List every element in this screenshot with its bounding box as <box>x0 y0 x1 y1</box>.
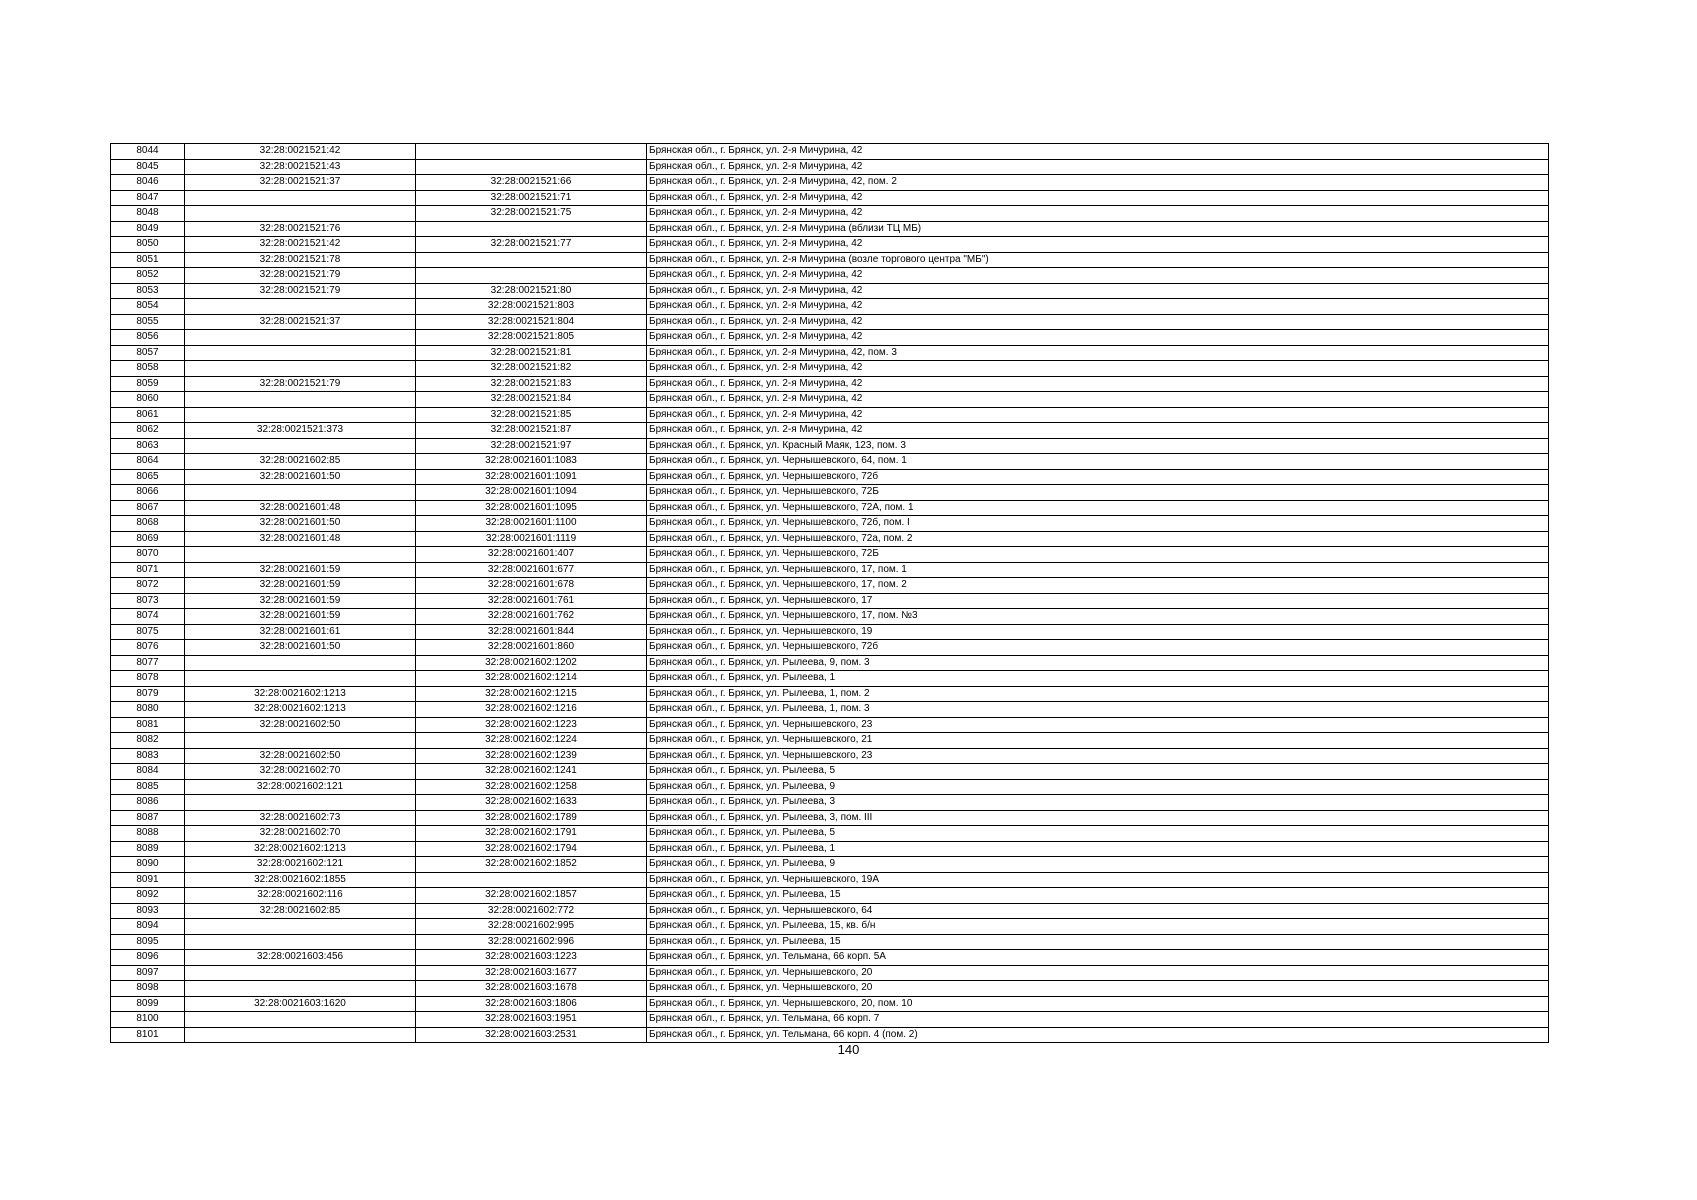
object-cadastral-number-cell: 32:28:0021601:677 <box>416 562 647 578</box>
table-row <box>111 361 1549 377</box>
address-cell: Брянская обл., г. Брянск, ул. Рылеева, 1, пом. 2 <box>647 686 1549 702</box>
table-row <box>111 655 1549 671</box>
address-cell: Брянская обл., г. Брянск, ул. Тельмана, 66 корп. 7 <box>647 1012 1549 1028</box>
row-number-cell: 8047 <box>111 190 185 206</box>
cadastral-number-cell <box>185 934 416 950</box>
object-cadastral-number-cell: 32:28:0021602:1791 <box>416 826 647 842</box>
address-cell: Брянская обл., г. Брянск, ул. 2-я Мичурина (вблизи ТЦ МБ) <box>647 221 1549 237</box>
cadastral-number-cell: 32:28:0021601:59 <box>185 578 416 594</box>
object-cadastral-number-cell <box>416 872 647 888</box>
table-row <box>111 407 1549 423</box>
object-cadastral-number-cell: 32:28:0021602:1202 <box>416 655 647 671</box>
cadastral-number-cell: 32:28:0021602:85 <box>185 454 416 470</box>
table-row <box>111 764 1549 780</box>
address-cell: Брянская обл., г. Брянск, ул. 2-я Мичурина, 42 <box>647 423 1549 439</box>
cadastral-number-cell <box>185 361 416 377</box>
address-cell: Брянская обл., г. Брянск, ул. Чернышевского, 17, пом. 1 <box>647 562 1549 578</box>
address-cell: Брянская обл., г. Брянск, ул. Рылеева, 9 <box>647 857 1549 873</box>
address-cell: Брянская обл., г. Брянск, ул. Рылеева, 5 <box>647 826 1549 842</box>
cadastral-number-cell: 32:28:0021521:78 <box>185 252 416 268</box>
address-cell: Брянская обл., г. Брянск, ул. Чернышевского, 17, пом. №3 <box>647 609 1549 625</box>
row-number-cell: 8064 <box>111 454 185 470</box>
row-number-cell: 8073 <box>111 593 185 609</box>
cadastral-number-cell <box>185 965 416 981</box>
table-row <box>111 314 1549 330</box>
address-cell: Брянская обл., г. Брянск, ул. 2-я Мичурина, 42 <box>647 299 1549 315</box>
object-cadastral-number-cell: 32:28:0021521:82 <box>416 361 647 377</box>
cadastral-number-cell: 32:28:0021602:73 <box>185 810 416 826</box>
cadastral-number-cell: 32:28:0021601:61 <box>185 624 416 640</box>
cadastral-number-cell <box>185 671 416 687</box>
cadastral-number-cell: 32:28:0021601:59 <box>185 609 416 625</box>
row-number-cell: 8053 <box>111 283 185 299</box>
object-cadastral-number-cell: 32:28:0021603:1806 <box>416 996 647 1012</box>
cadastral-number-cell <box>185 407 416 423</box>
object-cadastral-number-cell: 32:28:0021521:80 <box>416 283 647 299</box>
object-cadastral-number-cell: 32:28:0021601:1095 <box>416 500 647 516</box>
row-number-cell: 8080 <box>111 702 185 718</box>
cadastral-number-cell <box>185 1012 416 1028</box>
table-row <box>111 593 1549 609</box>
table-row <box>111 206 1549 222</box>
address-cell: Брянская обл., г. Брянск, ул. 2-я Мичурина, 42 <box>647 190 1549 206</box>
address-cell: Брянская обл., г. Брянск, ул. Чернышевского, 19 <box>647 624 1549 640</box>
object-cadastral-number-cell: 32:28:0021601:678 <box>416 578 647 594</box>
row-number-cell: 8057 <box>111 345 185 361</box>
cadastral-number-cell: 32:28:0021601:50 <box>185 640 416 656</box>
address-cell: Брянская обл., г. Брянск, ул. 2-я Мичурина, 42 <box>647 283 1549 299</box>
table-row <box>111 826 1549 842</box>
cadastral-number-cell: 32:28:0021601:48 <box>185 500 416 516</box>
object-cadastral-number-cell: 32:28:0021602:1633 <box>416 795 647 811</box>
address-cell: Брянская обл., г. Брянск, ул. 2-я Мичурина, 42 <box>647 144 1549 160</box>
object-cadastral-number-cell: 32:28:0021601:1091 <box>416 469 647 485</box>
table-row <box>111 702 1549 718</box>
cadastral-number-cell: 32:28:0021601:50 <box>185 469 416 485</box>
table-row <box>111 144 1549 160</box>
object-cadastral-number-cell: 32:28:0021601:1119 <box>416 531 647 547</box>
object-cadastral-number-cell <box>416 252 647 268</box>
cadastral-number-cell: 32:28:0021521:43 <box>185 159 416 175</box>
cadastral-number-cell: 32:28:0021601:50 <box>185 516 416 532</box>
address-cell: Брянская обл., г. Брянск, ул. Чернышевского, 72а, пом. 2 <box>647 531 1549 547</box>
address-cell: Брянская обл., г. Брянск, ул. Чернышевского, 72А, пом. 1 <box>647 500 1549 516</box>
address-cell: Брянская обл., г. Брянск, ул. Чернышевского, 64, пом. 1 <box>647 454 1549 470</box>
cadastral-number-cell: 32:28:0021521:79 <box>185 283 416 299</box>
row-number-cell: 8050 <box>111 237 185 253</box>
row-number-cell: 8092 <box>111 888 185 904</box>
table-row <box>111 500 1549 516</box>
cadastral-number-cell <box>185 547 416 563</box>
object-cadastral-number-cell <box>416 221 647 237</box>
cadastral-number-cell: 32:28:0021521:42 <box>185 144 416 160</box>
object-cadastral-number-cell: 32:28:0021602:1224 <box>416 733 647 749</box>
address-cell: Брянская обл., г. Брянск, ул. 2-я Мичурина, 42 <box>647 330 1549 346</box>
object-cadastral-number-cell: 32:28:0021601:761 <box>416 593 647 609</box>
row-number-cell: 8085 <box>111 779 185 795</box>
object-cadastral-number-cell: 32:28:0021521:84 <box>416 392 647 408</box>
table-row <box>111 268 1549 284</box>
object-cadastral-number-cell: 32:28:0021521:66 <box>416 175 647 191</box>
address-cell: Брянская обл., г. Брянск, ул. Рылеева, 9, пом. 3 <box>647 655 1549 671</box>
table-row <box>111 609 1549 625</box>
address-cell: Брянская обл., г. Брянск, ул. Чернышевского, 72б <box>647 640 1549 656</box>
address-cell: Брянская обл., г. Брянск, ул. Рылеева, 9 <box>647 779 1549 795</box>
table-row <box>111 671 1549 687</box>
address-cell: Брянская обл., г. Брянск, ул. Чернышевского, 72Б <box>647 547 1549 563</box>
object-cadastral-number-cell: 32:28:0021601:762 <box>416 609 647 625</box>
row-number-cell: 8081 <box>111 717 185 733</box>
row-number-cell: 8083 <box>111 748 185 764</box>
object-cadastral-number-cell: 32:28:0021521:77 <box>416 237 647 253</box>
address-cell: Брянская обл., г. Брянск, ул. 2-я Мичурина, 42 <box>647 159 1549 175</box>
row-number-cell: 8045 <box>111 159 185 175</box>
cadastral-number-cell: 32:28:0021602:70 <box>185 764 416 780</box>
address-cell: Брянская обл., г. Брянск, ул. 2-я Мичурина, 42 <box>647 268 1549 284</box>
cadastral-number-cell <box>185 330 416 346</box>
table-row <box>111 423 1549 439</box>
row-number-cell: 8084 <box>111 764 185 780</box>
row-number-cell: 8089 <box>111 841 185 857</box>
table-row <box>111 903 1549 919</box>
cadastral-number-cell: 32:28:0021521:76 <box>185 221 416 237</box>
object-cadastral-number-cell: 32:28:0021602:1852 <box>416 857 647 873</box>
object-cadastral-number-cell: 32:28:0021521:87 <box>416 423 647 439</box>
row-number-cell: 8101 <box>111 1027 185 1043</box>
row-number-cell: 8069 <box>111 531 185 547</box>
row-number-cell: 8078 <box>111 671 185 687</box>
table-row <box>111 717 1549 733</box>
row-number-cell: 8068 <box>111 516 185 532</box>
table-row <box>111 857 1549 873</box>
row-number-cell: 8044 <box>111 144 185 160</box>
cadastral-number-cell: 32:28:0021601:59 <box>185 562 416 578</box>
table-row <box>111 175 1549 191</box>
object-cadastral-number-cell: 32:28:0021521:83 <box>416 376 647 392</box>
object-cadastral-number-cell: 32:28:0021602:1214 <box>416 671 647 687</box>
address-cell: Брянская обл., г. Брянск, ул. Рылеева, 5 <box>647 764 1549 780</box>
row-number-cell: 8079 <box>111 686 185 702</box>
row-number-cell: 8094 <box>111 919 185 935</box>
cadastral-number-cell: 32:28:0021521:79 <box>185 268 416 284</box>
table-row <box>111 531 1549 547</box>
row-number-cell: 8095 <box>111 934 185 950</box>
object-cadastral-number-cell: 32:28:0021602:1794 <box>416 841 647 857</box>
object-cadastral-number-cell: 32:28:0021521:804 <box>416 314 647 330</box>
row-number-cell: 8100 <box>111 1012 185 1028</box>
row-number-cell: 8048 <box>111 206 185 222</box>
object-cadastral-number-cell: 32:28:0021521:75 <box>416 206 647 222</box>
table-row <box>111 252 1549 268</box>
row-number-cell: 8051 <box>111 252 185 268</box>
object-cadastral-number-cell: 32:28:0021603:1677 <box>416 965 647 981</box>
table-row <box>111 841 1549 857</box>
cadastral-number-cell <box>185 795 416 811</box>
row-number-cell: 8096 <box>111 950 185 966</box>
object-cadastral-number-cell: 32:28:0021602:1789 <box>416 810 647 826</box>
address-cell: Брянская обл., г. Брянск, ул. Чернышевского, 20, пом. 10 <box>647 996 1549 1012</box>
table-row <box>111 299 1549 315</box>
table-row <box>111 330 1549 346</box>
cadastral-number-cell <box>185 299 416 315</box>
address-cell: Брянская обл., г. Брянск, ул. Рылеева, 15, кв. б/н <box>647 919 1549 935</box>
page-number: 140 <box>837 1042 860 1057</box>
address-cell: Брянская обл., г. Брянск, ул. Рылеева, 15 <box>647 934 1549 950</box>
cadastral-number-cell: 32:28:0021602:50 <box>185 748 416 764</box>
address-cell: Брянская обл., г. Брянск, ул. Рылеева, 3 <box>647 795 1549 811</box>
table-row <box>111 485 1549 501</box>
table-row <box>111 888 1549 904</box>
address-cell: Брянская обл., г. Брянск, ул. Чернышевского, 17 <box>647 593 1549 609</box>
table-row <box>111 345 1549 361</box>
object-cadastral-number-cell: 32:28:0021602:1216 <box>416 702 647 718</box>
table-row <box>111 981 1549 997</box>
cadastral-number-cell <box>185 1027 416 1043</box>
address-cell: Брянская обл., г. Брянск, ул. 2-я Мичурина, 42 <box>647 206 1549 222</box>
row-number-cell: 8087 <box>111 810 185 826</box>
row-number-cell: 8099 <box>111 996 185 1012</box>
table-row <box>111 438 1549 454</box>
registry-table-body <box>111 144 1549 1043</box>
cadastral-number-cell: 32:28:0021602:85 <box>185 903 416 919</box>
address-cell: Брянская обл., г. Брянск, ул. Рылеева, 1, пом. 3 <box>647 702 1549 718</box>
cadastral-number-cell: 32:28:0021602:70 <box>185 826 416 842</box>
address-cell: Брянская обл., г. Брянск, ул. 2-я Мичурина, 42 <box>647 376 1549 392</box>
object-cadastral-number-cell: 32:28:0021521:81 <box>416 345 647 361</box>
table-row <box>111 624 1549 640</box>
address-cell: Брянская обл., г. Брянск, ул. 2-я Мичурина, 42 <box>647 407 1549 423</box>
table-row <box>111 810 1549 826</box>
table-row <box>111 733 1549 749</box>
table-row <box>111 965 1549 981</box>
cadastral-number-cell: 32:28:0021603:1620 <box>185 996 416 1012</box>
object-cadastral-number-cell: 32:28:0021521:71 <box>416 190 647 206</box>
address-cell: Брянская обл., г. Брянск, ул. Чернышевского, 20 <box>647 965 1549 981</box>
address-cell: Брянская обл., г. Брянск, ул. Рылеева, 3, пом. III <box>647 810 1549 826</box>
table-row <box>111 1027 1549 1043</box>
row-number-cell: 8060 <box>111 392 185 408</box>
object-cadastral-number-cell: 32:28:0021603:2531 <box>416 1027 647 1043</box>
table-row <box>111 454 1549 470</box>
address-cell: Брянская обл., г. Брянск, ул. Чернышевского, 23 <box>647 748 1549 764</box>
cadastral-number-cell: 32:28:0021602:1855 <box>185 872 416 888</box>
table-row <box>111 748 1549 764</box>
row-number-cell: 8074 <box>111 609 185 625</box>
address-cell: Брянская обл., г. Брянск, ул. Рылеева, 1 <box>647 671 1549 687</box>
address-cell: Брянская обл., г. Брянск, ул. 2-я Мичурина, 42, пом. 2 <box>647 175 1549 191</box>
row-number-cell: 8070 <box>111 547 185 563</box>
row-number-cell: 8082 <box>111 733 185 749</box>
object-cadastral-number-cell: 32:28:0021601:860 <box>416 640 647 656</box>
table-row <box>111 516 1549 532</box>
object-cadastral-number-cell: 32:28:0021602:1258 <box>416 779 647 795</box>
address-cell: Брянская обл., г. Брянск, ул. 2-я Мичурина, 42 <box>647 237 1549 253</box>
row-number-cell: 8061 <box>111 407 185 423</box>
row-number-cell: 8065 <box>111 469 185 485</box>
address-cell: Брянская обл., г. Брянск, ул. Тельмана, 66 корп. 5А <box>647 950 1549 966</box>
object-cadastral-number-cell: 32:28:0021521:97 <box>416 438 647 454</box>
table-row <box>111 1012 1549 1028</box>
object-cadastral-number-cell: 32:28:0021521:803 <box>416 299 647 315</box>
row-number-cell: 8076 <box>111 640 185 656</box>
object-cadastral-number-cell: 32:28:0021601:1094 <box>416 485 647 501</box>
row-number-cell: 8063 <box>111 438 185 454</box>
address-cell: Брянская обл., г. Брянск, ул. Чернышевского, 64 <box>647 903 1549 919</box>
object-cadastral-number-cell: 32:28:0021601:407 <box>416 547 647 563</box>
object-cadastral-number-cell: 32:28:0021601:844 <box>416 624 647 640</box>
row-number-cell: 8049 <box>111 221 185 237</box>
address-cell: Брянская обл., г. Брянск, ул. Чернышевского, 20 <box>647 981 1549 997</box>
row-number-cell: 8093 <box>111 903 185 919</box>
address-cell: Брянская обл., г. Брянск, ул. Чернышевского, 19А <box>647 872 1549 888</box>
object-cadastral-number-cell: 32:28:0021603:1678 <box>416 981 647 997</box>
address-cell: Брянская обл., г. Брянск, ул. Чернышевского, 21 <box>647 733 1549 749</box>
table-row <box>111 950 1549 966</box>
cadastral-number-cell: 32:28:0021601:48 <box>185 531 416 547</box>
table-row <box>111 190 1549 206</box>
table-row <box>111 795 1549 811</box>
cadastral-number-cell: 32:28:0021521:42 <box>185 237 416 253</box>
table-row <box>111 872 1549 888</box>
address-cell: Брянская обл., г. Брянск, ул. Чернышевского, 23 <box>647 717 1549 733</box>
address-cell: Брянская обл., г. Брянск, ул. 2-я Мичурина, 42, пом. 3 <box>647 345 1549 361</box>
cadastral-number-cell: 32:28:0021601:59 <box>185 593 416 609</box>
row-number-cell: 8086 <box>111 795 185 811</box>
cadastral-number-cell <box>185 206 416 222</box>
registry-table <box>110 143 1549 1043</box>
object-cadastral-number-cell: 32:28:0021603:1223 <box>416 950 647 966</box>
cadastral-number-cell: 32:28:0021602:1213 <box>185 702 416 718</box>
table-row <box>111 919 1549 935</box>
address-cell: Брянская обл., г. Брянск, ул. Чернышевского, 72б, пом. I <box>647 516 1549 532</box>
address-cell: Брянская обл., г. Брянск, ул. Чернышевского, 72б <box>647 469 1549 485</box>
row-number-cell: 8088 <box>111 826 185 842</box>
cadastral-number-cell <box>185 981 416 997</box>
cadastral-number-cell: 32:28:0021602:121 <box>185 779 416 795</box>
address-cell: Брянская обл., г. Брянск, ул. Тельмана, 66 корп. 4 (пом. 2) <box>647 1027 1549 1043</box>
object-cadastral-number-cell: 32:28:0021601:1100 <box>416 516 647 532</box>
object-cadastral-number-cell <box>416 268 647 284</box>
address-cell: Брянская обл., г. Брянск, ул. 2-я Мичурина (возле торгового центра "МБ") <box>647 252 1549 268</box>
table-row <box>111 779 1549 795</box>
cadastral-number-cell <box>185 190 416 206</box>
cadastral-number-cell: 32:28:0021602:116 <box>185 888 416 904</box>
address-cell: Брянская обл., г. Брянск, ул. Красный Маяк, 123, пом. 3 <box>647 438 1549 454</box>
table-row <box>111 376 1549 392</box>
object-cadastral-number-cell: 32:28:0021602:1857 <box>416 888 647 904</box>
table-row <box>111 469 1549 485</box>
row-number-cell: 8091 <box>111 872 185 888</box>
object-cadastral-number-cell: 32:28:0021602:1239 <box>416 748 647 764</box>
address-cell: Брянская обл., г. Брянск, ул. 2-я Мичурина, 42 <box>647 392 1549 408</box>
cadastral-number-cell: 32:28:0021521:37 <box>185 314 416 330</box>
row-number-cell: 8058 <box>111 361 185 377</box>
table-row <box>111 237 1549 253</box>
object-cadastral-number-cell: 32:28:0021601:1083 <box>416 454 647 470</box>
row-number-cell: 8067 <box>111 500 185 516</box>
table-row <box>111 547 1549 563</box>
cadastral-number-cell: 32:28:0021602:1213 <box>185 841 416 857</box>
row-number-cell: 8056 <box>111 330 185 346</box>
row-number-cell: 8098 <box>111 981 185 997</box>
row-number-cell: 8090 <box>111 857 185 873</box>
cadastral-number-cell <box>185 438 416 454</box>
table-row <box>111 934 1549 950</box>
cadastral-number-cell <box>185 919 416 935</box>
object-cadastral-number-cell <box>416 144 647 160</box>
cadastral-number-cell <box>185 485 416 501</box>
object-cadastral-number-cell: 32:28:0021602:1223 <box>416 717 647 733</box>
cadastral-number-cell: 32:28:0021602:50 <box>185 717 416 733</box>
row-number-cell: 8054 <box>111 299 185 315</box>
object-cadastral-number-cell: 32:28:0021602:996 <box>416 934 647 950</box>
address-cell: Брянская обл., г. Брянск, ул. Чернышевского, 72Б <box>647 485 1549 501</box>
table-row <box>111 996 1549 1012</box>
row-number-cell: 8052 <box>111 268 185 284</box>
cadastral-number-cell <box>185 345 416 361</box>
row-number-cell: 8066 <box>111 485 185 501</box>
address-cell: Брянская обл., г. Брянск, ул. Рылеева, 1 <box>647 841 1549 857</box>
table-row <box>111 392 1549 408</box>
cadastral-number-cell: 32:28:0021603:456 <box>185 950 416 966</box>
cadastral-number-cell <box>185 655 416 671</box>
object-cadastral-number-cell <box>416 159 647 175</box>
cadastral-number-cell: 32:28:0021521:79 <box>185 376 416 392</box>
row-number-cell: 8077 <box>111 655 185 671</box>
object-cadastral-number-cell: 32:28:0021602:995 <box>416 919 647 935</box>
cadastral-number-cell: 32:28:0021602:1213 <box>185 686 416 702</box>
row-number-cell: 8075 <box>111 624 185 640</box>
row-number-cell: 8071 <box>111 562 185 578</box>
table-row <box>111 640 1549 656</box>
row-number-cell: 8059 <box>111 376 185 392</box>
table-row <box>111 686 1549 702</box>
object-cadastral-number-cell: 32:28:0021602:1215 <box>416 686 647 702</box>
table-row <box>111 221 1549 237</box>
cadastral-number-cell: 32:28:0021602:121 <box>185 857 416 873</box>
row-number-cell: 8055 <box>111 314 185 330</box>
object-cadastral-number-cell: 32:28:0021603:1951 <box>416 1012 647 1028</box>
address-cell: Брянская обл., г. Брянск, ул. 2-я Мичурина, 42 <box>647 361 1549 377</box>
row-number-cell: 8046 <box>111 175 185 191</box>
cadastral-number-cell: 32:28:0021521:37 <box>185 175 416 191</box>
cadastral-number-cell: 32:28:0021521:373 <box>185 423 416 439</box>
table-row <box>111 283 1549 299</box>
row-number-cell: 8072 <box>111 578 185 594</box>
table-row <box>111 159 1549 175</box>
cadastral-number-cell <box>185 392 416 408</box>
object-cadastral-number-cell: 32:28:0021602:772 <box>416 903 647 919</box>
cadastral-number-cell <box>185 733 416 749</box>
row-number-cell: 8062 <box>111 423 185 439</box>
object-cadastral-number-cell: 32:28:0021602:1241 <box>416 764 647 780</box>
address-cell: Брянская обл., г. Брянск, ул. Рылеева, 15 <box>647 888 1549 904</box>
table-row <box>111 562 1549 578</box>
row-number-cell: 8097 <box>111 965 185 981</box>
address-cell: Брянская обл., г. Брянск, ул. Чернышевского, 17, пом. 2 <box>647 578 1549 594</box>
table-row <box>111 578 1549 594</box>
object-cadastral-number-cell: 32:28:0021521:805 <box>416 330 647 346</box>
object-cadastral-number-cell: 32:28:0021521:85 <box>416 407 647 423</box>
address-cell: Брянская обл., г. Брянск, ул. 2-я Мичурина, 42 <box>647 314 1549 330</box>
